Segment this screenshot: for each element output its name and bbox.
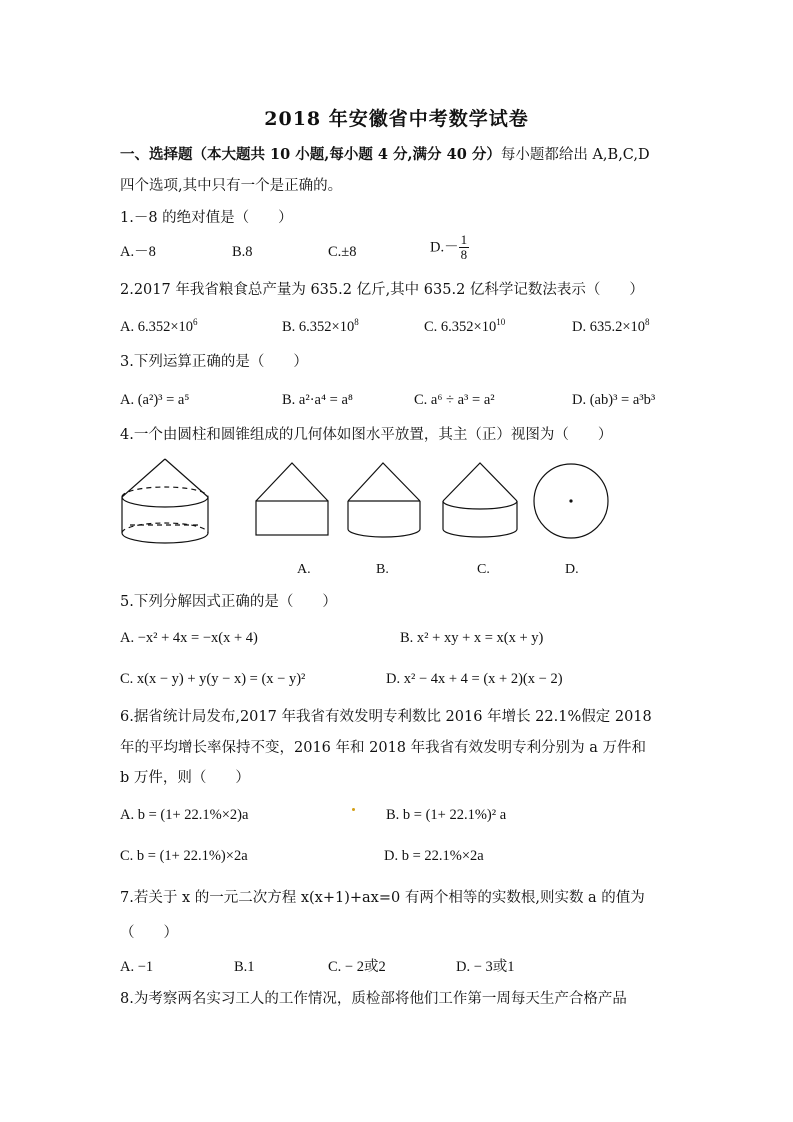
q6-option-b: B. b = (1+ 22.1%)² a — [386, 807, 507, 823]
q5-option-b: B. x² + xy + x = x(x + y) — [400, 630, 544, 646]
q2-a-exponent: 6 — [193, 317, 198, 327]
q7-option-c: C. − 2或2 — [328, 959, 386, 975]
q4-option-c-figure — [443, 463, 517, 537]
q2-d-base: D. 635.2×10 — [572, 319, 646, 335]
q1-option-c: C.±8 — [328, 244, 357, 260]
section-instructions: 四个选项,其中只有一个是正确的。 — [120, 178, 343, 194]
q4-label-a: A. — [297, 562, 311, 577]
q6-stem-line3: b 万件，则（ ） — [120, 770, 250, 786]
q7-stem-line2: （ ） — [120, 925, 178, 941]
q4-stem: 4.一个由圆柱和圆锥组成的几何体如图水平放置，其主（正）视图为（ ） — [120, 427, 613, 443]
q2-option-b — [282, 318, 359, 336]
q7-option-b: B.1 — [234, 959, 255, 975]
q3-option-c: C. a⁶ ÷ a³ = a² — [414, 392, 495, 408]
q2-option-a — [120, 318, 198, 336]
q3-option-b: B. a²·a⁴ = a⁸ — [282, 392, 353, 408]
q6-stem-line1: 6.据省统计局发布,2017 年我省有效发明专利数比 2016 年增长 22.1%假定 2018 — [120, 709, 652, 725]
q2-c-base: C. 6.352×10 — [424, 319, 497, 335]
q1-option-d-fraction — [459, 233, 470, 262]
q2-b-exponent: 8 — [354, 317, 359, 327]
q2-stem: 2.2017 年我省粮食总产量为 635.2 亿斤,其中 635.2 亿科学记数法表示（ ） — [120, 282, 644, 298]
q5-option-a: A. −x² + 4x = −x(x + 4) — [120, 630, 258, 646]
q4-solid-figure — [122, 459, 208, 543]
q4-label-c: C. — [477, 562, 490, 577]
q1-option-a: A.－8 — [120, 244, 156, 260]
q1-option-b: B.8 — [232, 244, 253, 260]
q5-option-c: C. x(x − y) + y(y − x) = (x − y)² — [120, 671, 306, 687]
q3-option-d: D. (ab)³ = a³b³ — [572, 392, 656, 408]
q6-option-a: A. b = (1+ 22.1%×2)a — [120, 807, 249, 823]
q2-a-base: A. 6.352×10 — [120, 319, 194, 335]
q4-figures — [110, 455, 620, 555]
q3-option-a: A. (a²)³ = a⁵ — [120, 392, 190, 408]
q4-label-b: B. — [376, 562, 389, 577]
section-heading-line — [120, 146, 650, 164]
q1-stem: 1.－8 的绝对值是（ ） — [120, 210, 293, 226]
q6-option-c: C. b = (1+ 22.1%)×2a — [120, 848, 248, 864]
q2-d-exponent: 8 — [645, 317, 650, 327]
q1-d-numerator: 1 — [460, 232, 468, 247]
q1-option-d-prefix: D.－ — [430, 239, 459, 256]
q5-option-d: D. x² − 4x + 4 = (x + 2)(x − 2) — [386, 671, 563, 687]
q4-option-a-figure — [256, 463, 328, 535]
q2-option-c — [424, 318, 505, 336]
q7-option-a: A. −1 — [120, 959, 154, 975]
q1-option-d — [430, 233, 469, 262]
page-title: 2018 年安徽省中考数学试卷 — [264, 108, 529, 130]
q4-option-b-figure — [348, 463, 420, 537]
q6-stem-line2: 年的平均增长率保持不变，2016 年和 2018 年我省有效发明专利分别为 a 万件和 — [120, 740, 646, 756]
q2-option-d — [572, 318, 650, 336]
section-heading-tail: 每小题都给出 A,B,C,D — [500, 147, 650, 163]
q7-stem-line1: 7.若关于 x 的一元二次方程 x(x+1)+ax=0 有两个相等的实数根,则实数 a 的值为 — [120, 890, 645, 906]
q2-b-base: B. 6.352×10 — [282, 319, 355, 335]
section-heading: 一、选择题（本大题共 10 小题,每小题 4 分,满分 40 分） — [120, 146, 501, 163]
q8-stem-line1: 8.为考察两名实习工人的工作情况，质检部将他们工作第一周每天生产合格产品 — [120, 991, 627, 1007]
q3-stem: 3.下列运算正确的是（ ） — [120, 354, 308, 370]
q4-option-d-figure — [534, 464, 608, 538]
q2-c-exponent: 10 — [496, 317, 506, 327]
q4-label-d: D. — [565, 562, 579, 577]
q1-d-denominator: 8 — [460, 247, 468, 262]
q5-stem: 5.下列分解因式正确的是（ ） — [120, 594, 337, 610]
q6-option-d: D. b = 22.1%×2a — [384, 848, 484, 864]
decorative-dot — [352, 808, 355, 811]
q7-option-d: D. − 3或1 — [456, 959, 515, 975]
